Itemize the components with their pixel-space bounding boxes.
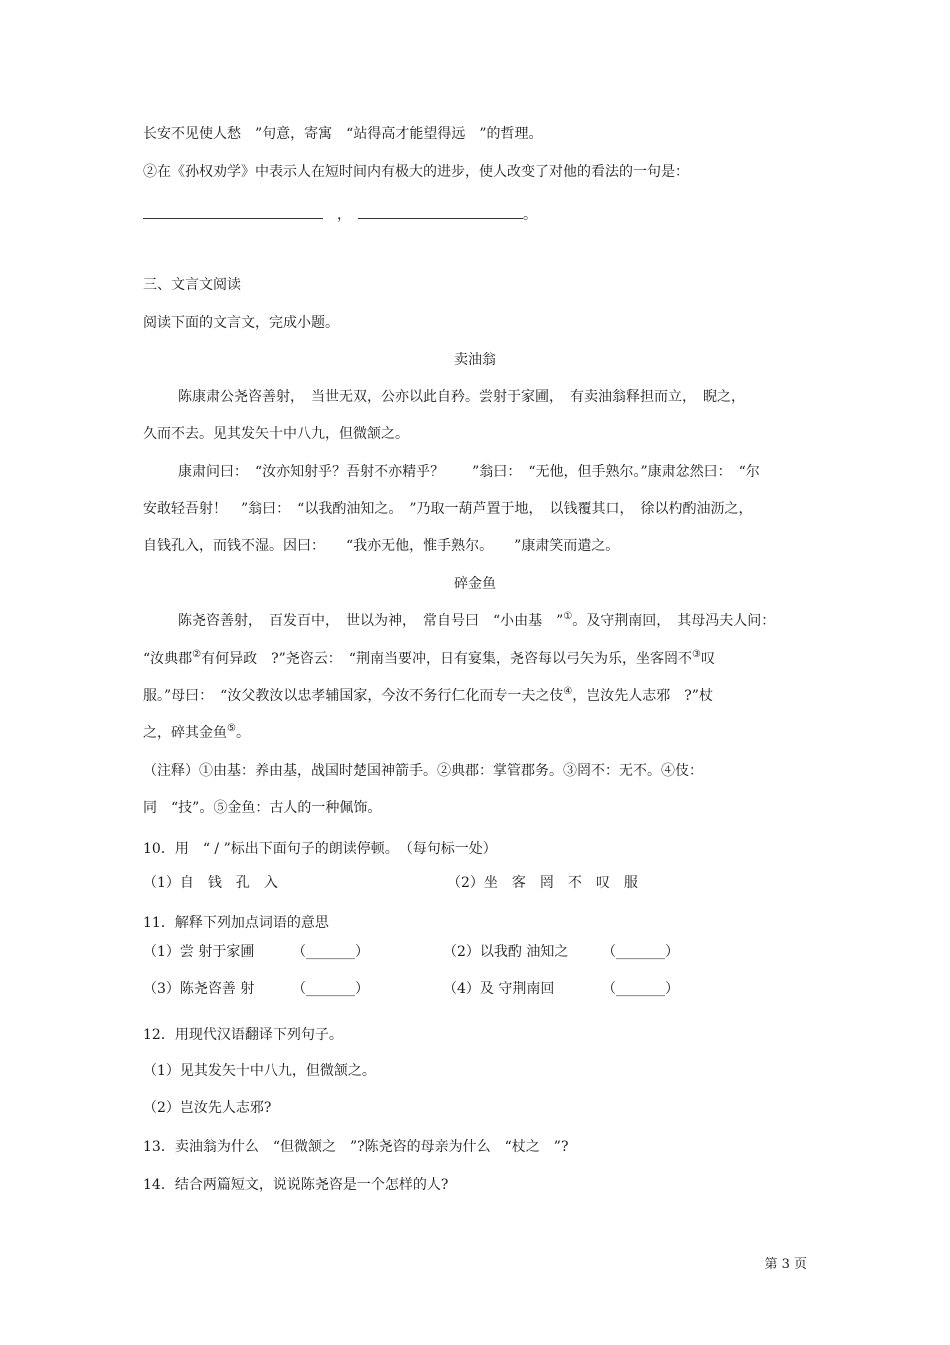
q10-item-2: （2）坐 客 罔 不 叹 服 [447,875,638,891]
text2-title: 碎金鱼 [454,576,496,592]
q10-item-1: （1）自 钱 孔 入 [143,875,278,891]
text1-title: 卖油翁 [454,352,496,368]
q11-item-2: （2）以我酌 油知之 [443,944,569,960]
text2-line1-b: 。及守荆南回， 其母冯夫人问： [572,613,776,629]
q10-stem: 10．用 “ / ”标出下面句子的朗读停顿。 （每句标一处） [143,841,497,857]
top-line-1: 长安不见使人愁 ”句意，寄寓 “站得高才能望得远 ”的哲理。 [143,126,543,142]
text2-line2-a: “汝典郡 [143,651,193,667]
footnote-marker-1: ① [563,611,573,622]
text2-line4 [143,723,250,743]
blank-separator: ， [323,207,358,223]
answer-blank-1[interactable] [143,204,323,219]
text2-line3-b: ，岂汝先人志邪 ?”杖 [572,688,713,704]
q11-item-1: （1）尝 射于家圃 [143,944,255,960]
text2-line2-c: 叹 [700,651,715,667]
q11-item-4: （4）及 守荆南回 [443,981,555,997]
top-line-2: ②在《孙权劝学》中表示人在短时间内有极大的进步，使人改变了对他的看法的一句是： [143,164,689,180]
q12-item-2: （2）岂汝先人志邪? [143,1100,272,1116]
q12-item-1: （1）见其发矢十中八九，但微颔之。 [143,1063,376,1079]
section-instruction: 阅读下面的文言文，完成小题。 [143,315,339,331]
text1-para1-line1: 陈康肃公尧咨善射， 当世无双，公亦以此自矜。尝射于家圃， 有卖油翁释担而立， 睨之， [178,389,745,405]
footnote-marker-2: ② [192,649,202,660]
q11-blank-3[interactable]: （_______） [292,981,369,997]
notes-line1: （注释）①由基：养由基，战国时楚国神箭手。②典郡：掌管郡务。③罔不：无不。④伎： [143,763,703,779]
footnote-marker-4: ④ [563,686,573,697]
q11-blank-2[interactable]: （_______） [602,944,679,960]
text1-para2-line2: 安敢轻吾射！ ”翁曰： “以我酌油知之。 ”乃取一葫芦置于地， 以钱覆其口， 徐以杓酌油沥之， [143,501,753,517]
text2-line1-a: 陈尧咨善射， 百发百中， 世以为神， 常自号曰 “小由基 ” [178,613,564,629]
blank-end: 。 [523,207,537,223]
text2-line2-b: 有何异政 ?”尧咨云： “荆南当要冲，日有宴集，尧咨每以弓矢为乐，坐客罔不 [201,651,692,667]
text2-line3-a: 服。”母曰： “汝父教汝以忠孝辅国家，今汝不务行仁化而专一夫之伎 [143,688,564,704]
text2-line1 [178,611,775,631]
text1-para1-line2: 久而不去。见其发矢十中八九，但微颔之。 [143,426,409,442]
text1-para2-line1: 康肃问曰： “汝亦知射乎？吾射不亦精乎？ ”翁曰： “无他，但手熟尔。”康肃忿然曰： “尔 [178,464,760,480]
q12-stem: 12．用现代汉语翻译下列句子。 [143,1027,343,1043]
text2-line4-b: 。 [235,725,250,741]
text2-line4-a: 之，碎其金鱼 [143,725,227,741]
answer-blank-2[interactable] [358,204,523,219]
notes-line2: 同 “技”。⑤金鱼：古人的一种佩饰。 [143,800,382,816]
text2-line3 [143,686,713,706]
page-number: 第 3 页 [764,1257,807,1272]
q13-stem: 13．卖油翁为什么 “但微颔之 ”?陈尧咨的母亲为什么 “杖之 ”? [143,1139,569,1155]
q11-item-3: （3）陈尧咨善 射 [143,981,255,997]
footnote-marker-3: ③ [691,649,701,660]
q11-blank-4[interactable]: （_______） [602,981,679,997]
q11-blank-1[interactable]: （_______） [292,944,369,960]
q14-stem: 14．结合两篇短文，说说陈尧咨是一个怎样的人? [143,1177,449,1193]
section-heading: 三、文言文阅读 [143,277,241,293]
text2-line2 [143,649,715,669]
text1-para2-line3: 自钱孔入，而钱不湿。因曰： “我亦无他，惟手熟尔。 ”康肃笑而遣之。 [143,538,620,554]
footnote-marker-5: ⑤ [227,723,236,734]
q11-stem: 11．解释下列加点词语的意思 [143,915,329,931]
answer-blanks [143,204,537,225]
